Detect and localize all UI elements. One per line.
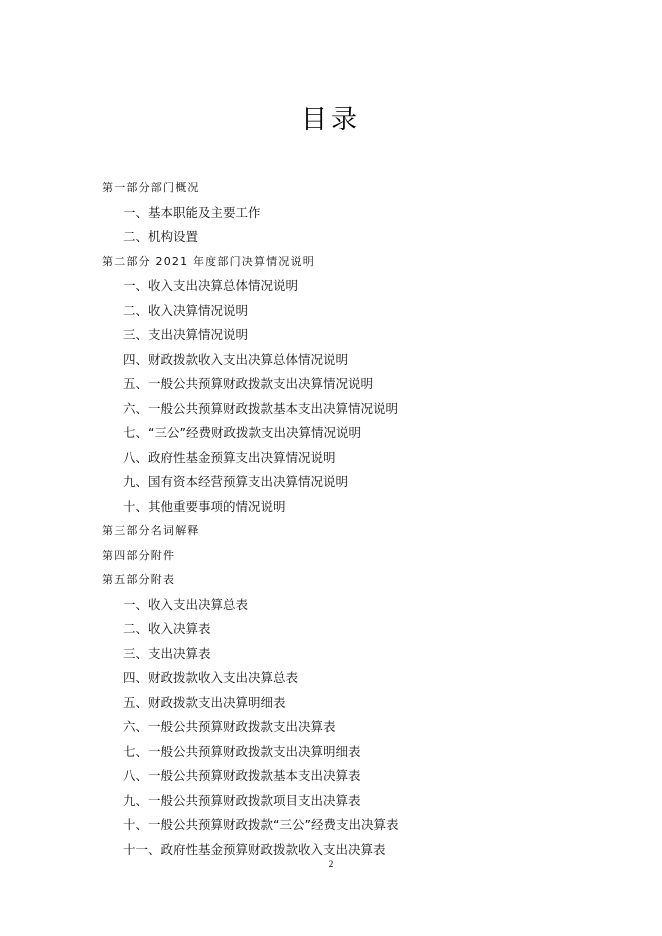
toc-entry[interactable]: 一、收入支出决算总表 xyxy=(123,596,249,612)
toc-entry[interactable]: 一、基本职能及主要工作 xyxy=(123,204,261,220)
toc-entry[interactable]: 八、政府性基金预算支出决算情况说明 xyxy=(123,449,336,465)
toc-entry[interactable]: 五、一般公共预算财政拨款支出决算情况说明 xyxy=(123,376,374,391)
toc-entry[interactable]: 二、收入决算表 xyxy=(123,621,211,636)
table-of-contents xyxy=(0,176,662,862)
toc-entry[interactable]: 一、收入支出决算总体情况说明 xyxy=(123,278,299,293)
toc-entry[interactable]: 七、“三公”经费财政拨款支出决算情况说明 xyxy=(123,425,361,440)
toc-entry[interactable]: 九、一般公共预算财政拨款项目支出决算表 xyxy=(123,792,361,808)
page-number: 2 xyxy=(328,859,334,869)
toc-entry[interactable]: 十、其他重要事项的情况说明 xyxy=(123,498,286,514)
toc-entry[interactable]: 三、支出决算情况说明 xyxy=(123,327,249,342)
toc-section-heading[interactable]: 第一部分部门概况 xyxy=(102,181,200,194)
toc-entry[interactable]: 六、一般公共预算财政拨款基本支出决算情况说明 xyxy=(123,400,399,416)
toc-section-heading[interactable]: 第四部分附件 xyxy=(102,548,176,562)
toc-entry[interactable]: 二、机构设置 xyxy=(123,229,199,244)
toc-entry[interactable]: 九、国有资本经营预算支出决算情况说明 xyxy=(123,474,349,489)
toc-entry[interactable]: 六、一般公共预算财政拨款支出决算表 xyxy=(123,719,336,734)
toc-entry[interactable]: 二、收入决算情况说明 xyxy=(123,302,249,318)
toc-entry[interactable]: 七、一般公共预算财政拨款支出决算明细表 xyxy=(123,743,361,759)
toc-entry[interactable]: 四、财政拨款收入支出决算总体情况说明 xyxy=(123,351,349,367)
toc-entry[interactable]: 八、一般公共预算财政拨款基本支出决算表 xyxy=(123,768,361,783)
toc-section-heading[interactable]: 第二部分 2021 年度部门决算情况说明 xyxy=(102,254,315,268)
toc-entry[interactable]: 三、支出决算表 xyxy=(123,645,211,661)
page-title: 目录 xyxy=(300,105,361,136)
toc-section-heading[interactable]: 第三部分名词解释 xyxy=(102,524,200,537)
toc-section-heading[interactable]: 第五部分附表 xyxy=(102,573,176,586)
toc-entry[interactable]: 五、财政拨款支出决算明细表 xyxy=(123,694,286,710)
toc-entry[interactable]: 十、一般公共预算财政拨款“三公”经费支出决算表 xyxy=(123,817,399,832)
toc-entry[interactable]: 十一、政府性基金预算财政拨款收入支出决算表 xyxy=(123,841,386,857)
toc-entry[interactable]: 四、财政拨款收入支出决算总表 xyxy=(123,670,299,685)
